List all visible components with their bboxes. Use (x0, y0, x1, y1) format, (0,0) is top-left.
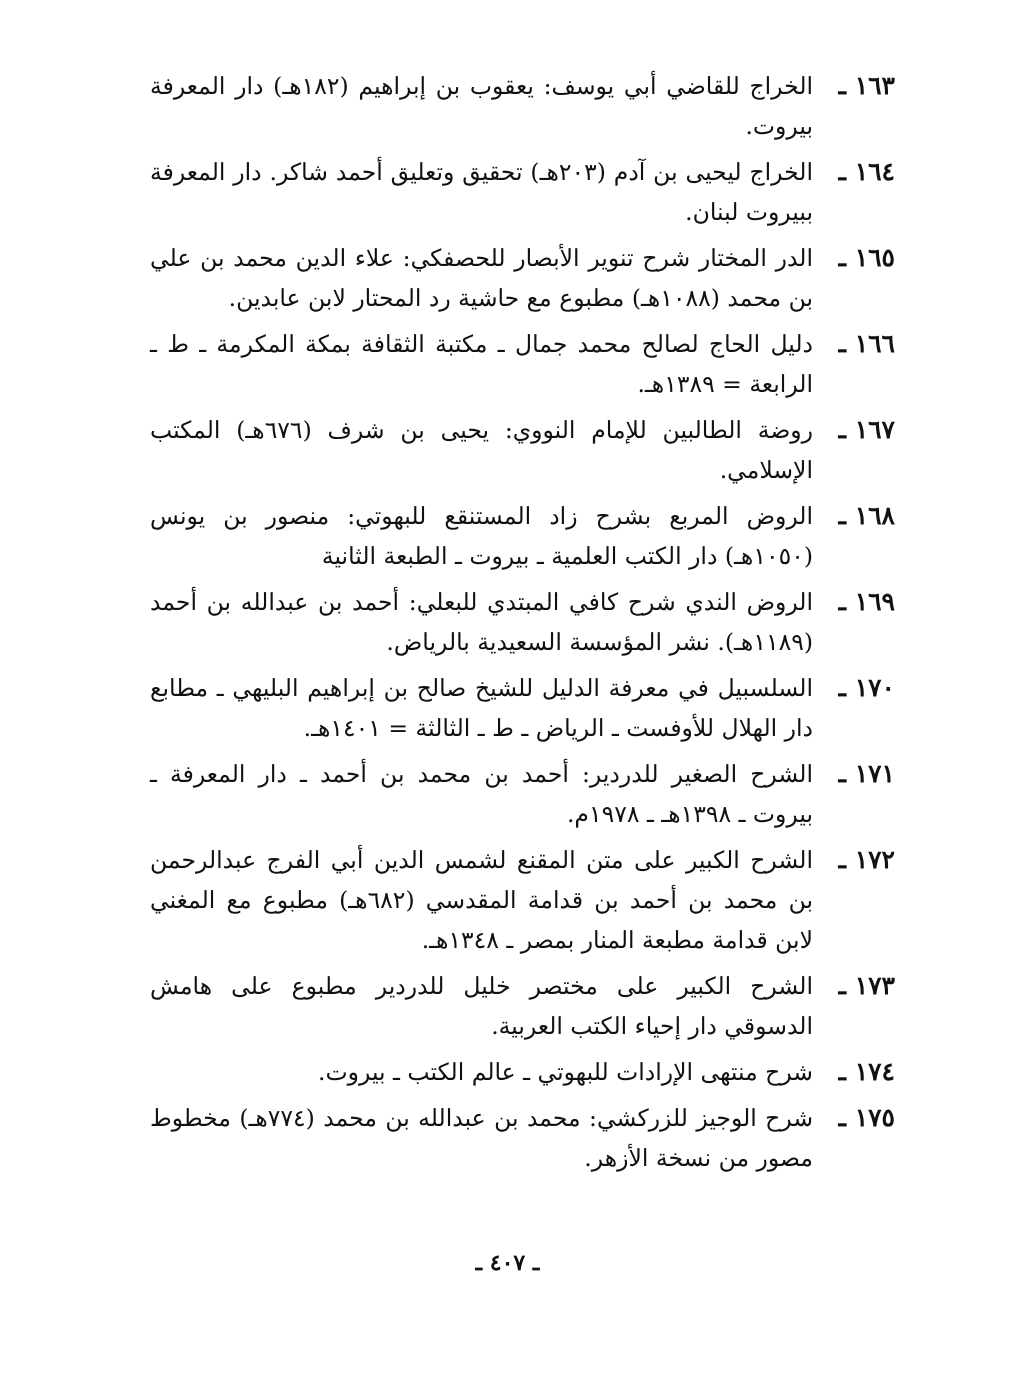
entry-text: الروض الندي شرح كافي المبتدي للبعلي: أحمد بن عبدالله بن أحمد (١١٨٩هـ). نشر المؤسسة السعيدية بالرياض. (150, 588, 813, 656)
bibliography-entry (150, 840, 895, 960)
entry-text: الشرح الصغير للدردير: أحمد بن محمد بن أحمد ـ دار المعرفة ـ بيروت ـ ١٣٩٨هـ ـ ١٩٧٨م. (150, 760, 813, 828)
bibliography-entry (150, 496, 895, 576)
bibliography-entry (150, 410, 895, 490)
entry-number: ١٦٣ ـ (838, 71, 895, 100)
entry-text: الدر المختار شرح تنوير الأبصار للحصفكي: علاء الدين محمد بن علي بن محمد (١٠٨٨هـ) مطبوع مع حاشية رد المحتار لابن عابدين. (150, 244, 813, 312)
bibliography-entry (150, 1098, 895, 1178)
entry-number: ١٧٢ ـ (838, 845, 895, 874)
entry-number: ١٦٤ ـ (838, 157, 895, 186)
entry-number: ١٦٥ ـ (838, 243, 895, 272)
entry-text: شرح منتهى الإرادات للبهوتي ـ عالم الكتب ـ بيروت. (318, 1058, 813, 1086)
entry-text: دليل الحاج لصالح محمد جمال ـ مكتبة الثقافة بمكة المكرمة ـ ط ـ الرابعة = ١٣٨٩هـ. (150, 330, 813, 398)
entry-text: الخراج للقاضي أبي يوسف: يعقوب بن إبراهيم (١٨٢هـ) دار المعرفة بيروت. (150, 72, 814, 140)
bibliography-entry (150, 582, 895, 662)
entry-number: ١٧٣ ـ (838, 971, 895, 1000)
entry-text: روضة الطالبين للإمام النووي: يحيى بن شرف (٦٧٦هـ) المكتب الإسلامي. (150, 416, 813, 484)
bibliography-entry (150, 238, 895, 318)
page-number: ـ ٤٠٧ ـ (475, 1250, 540, 1276)
entry-number: ١٦٨ ـ (838, 501, 895, 530)
bibliography-entry (150, 152, 895, 232)
entry-number: ١٧٤ ـ (838, 1057, 895, 1086)
entry-text: شرح الوجيز للزركشي: محمد بن عبدالله بن محمد (٧٧٤هـ) مخطوط مصور من نسخة الأزهر. (150, 1104, 814, 1172)
entry-text: الشرح الكبير على متن المقنع لشمس الدين أبي الفرج عبدالرحمن بن محمد بن أحمد بن قدامة المقدسي (٦٨٢هـ) مطبوع مع المغني لابن قدامة مطبعة المنار بمصر ـ ١٣٤٨هـ. (150, 846, 814, 954)
entry-text: الشرح الكبير على مختصر خليل للدردير مطبوع على هامش الدسوقي دار إحياء الكتب العربية. (150, 972, 813, 1040)
bibliography-list (150, 66, 895, 1184)
entry-text: السلسبيل في معرفة الدليل للشيخ صالح بن إبراهيم البليهي ـ مطابع دار الهلال للأوفست ـ الرياض ـ ط ـ الثالثة = ١٤٠١هـ. (150, 674, 813, 742)
bibliography-entry (150, 966, 895, 1046)
entry-text: الخراج ليحيى بن آدم (٢٠٣هـ) تحقيق وتعليق أحمد شاكر. دار المعرفة ببيروت لبنان. (150, 158, 813, 226)
bibliography-entry (150, 668, 895, 748)
entry-number: ١٧٥ ـ (838, 1103, 895, 1132)
bibliography-entry (150, 754, 895, 834)
entry-number: ١٧١ ـ (838, 759, 895, 788)
entry-number: ١٦٧ ـ (838, 415, 895, 444)
bibliography-entry (150, 324, 895, 404)
entry-number: ١٧٠ ـ (838, 673, 895, 702)
entry-text: الروض المربع بشرح زاد المستنقع للبهوتي: منصور بن يونس (١٠٥٠هـ) دار الكتب العلمية ـ بيروت ـ الطبعة الثانية (150, 502, 813, 570)
entry-number: ١٦٩ ـ (838, 587, 895, 616)
bibliography-entry (150, 1052, 895, 1092)
entry-number: ١٦٦ ـ (838, 329, 895, 358)
bibliography-entry (150, 66, 895, 146)
